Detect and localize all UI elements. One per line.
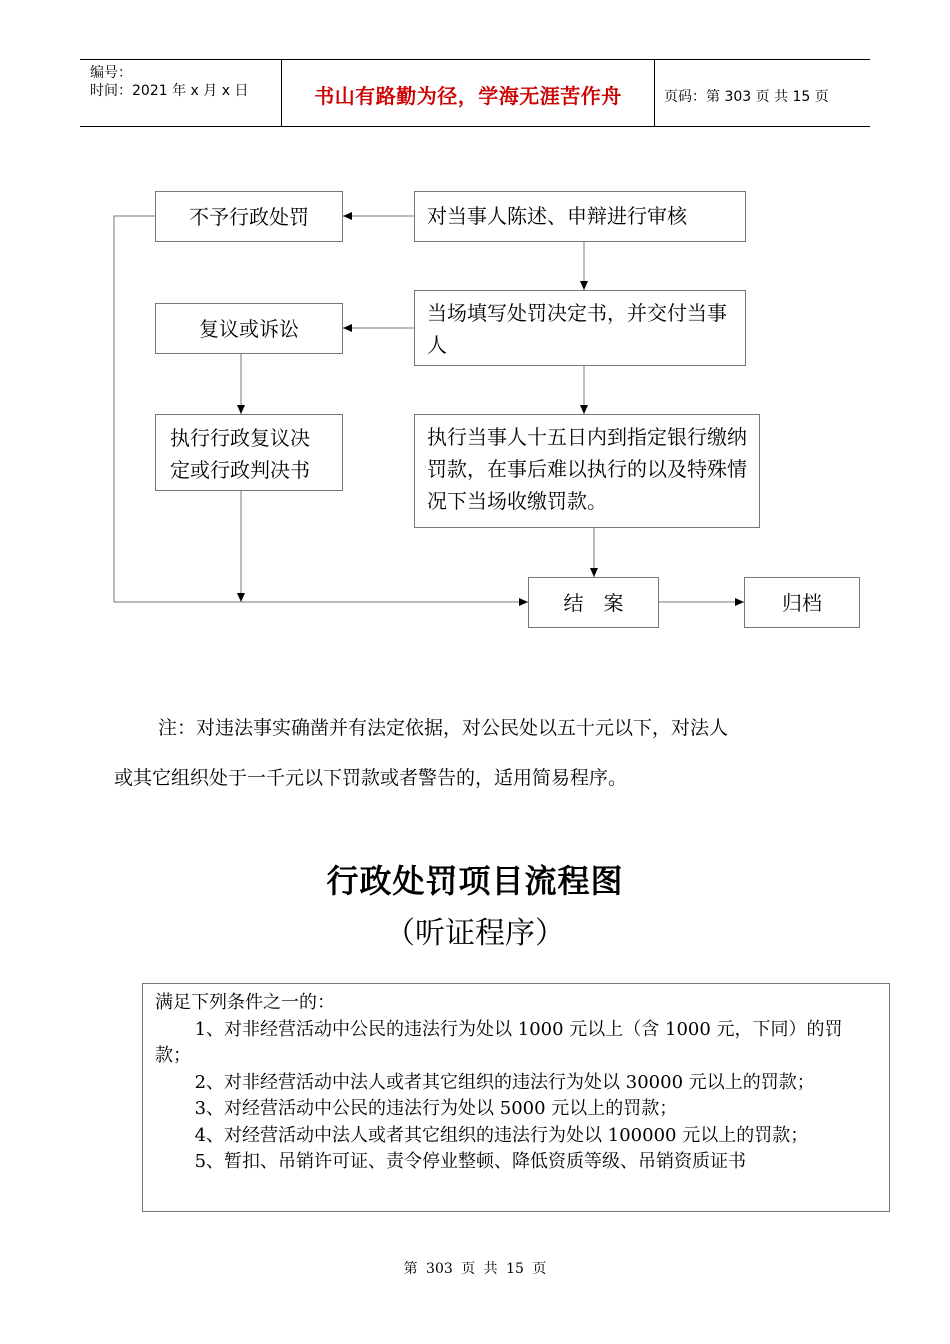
box-reconsideration: 复议或诉讼: [155, 303, 343, 354]
page-footer: 第 303 页 共 15 页: [403, 1261, 547, 1277]
box-close-case: 结 案: [528, 577, 659, 628]
conditions-box: [142, 983, 890, 1212]
condition-item-4: 4、对经营活动中法人或者其它组织的违法行为处以 100000 元以上的罚款；: [194, 1124, 809, 1146]
line-no-penalty-loop: [114, 216, 528, 602]
condition-item-5: 5、暂扣、吊销许可证、责令停业整顿、降低资质等级、吊销资质证书: [194, 1151, 747, 1172]
box-review-statement: 对当事人陈述、申辩进行审核: [414, 191, 746, 242]
section-title: 行政处罚项目流程图: [326, 862, 624, 900]
note-line-1: 注：对违法事实确凿并有法定依据，对公民处以五十元以下，对法人: [158, 717, 729, 739]
box-execute-payment: 执行当事人十五日内到指定银行缴纳罚款，在事后难以执行的以及特殊情况下当场收缴罚款。: [414, 414, 760, 528]
condition-item-2: 2、对非经营活动中法人或者其它组织的违法行为处以 30000 元以上的罚款；: [194, 1071, 815, 1093]
box-archive: 归档: [744, 577, 860, 628]
header-number-label: 编号：: [90, 65, 132, 81]
condition-item-1: 1、对非经营活动中公民的违法行为处以 1000 元以上（含 1000 元，下同）的罚款；: [155, 1018, 843, 1066]
header-page-label: 页码：第 303 页 共 15 页: [664, 89, 829, 105]
box-no-penalty: 不予行政处罚: [155, 191, 343, 242]
header-motto: 书山有路勤为径，学海无涯苦作舟: [314, 84, 622, 108]
header-time-label: 时间：2021 年 x 月 x 日: [90, 83, 249, 99]
condition-item-3: 3、对经营活动中公民的违法行为处以 5000 元以上的罚款；: [194, 1098, 678, 1119]
box-execute-reconsideration: 执行行政复议决定或行政判决书: [155, 414, 343, 491]
conditions-intro: 满足下列条件之一的：: [155, 992, 335, 1013]
note-line-2: 或其它组织处于一千元以下罚款或者警告的，适用简易程序。: [114, 767, 628, 789]
section-subtitle: （听证程序）: [385, 916, 565, 951]
box-fill-decision: 当场填写处罚决定书，并交付当事人: [414, 290, 746, 366]
